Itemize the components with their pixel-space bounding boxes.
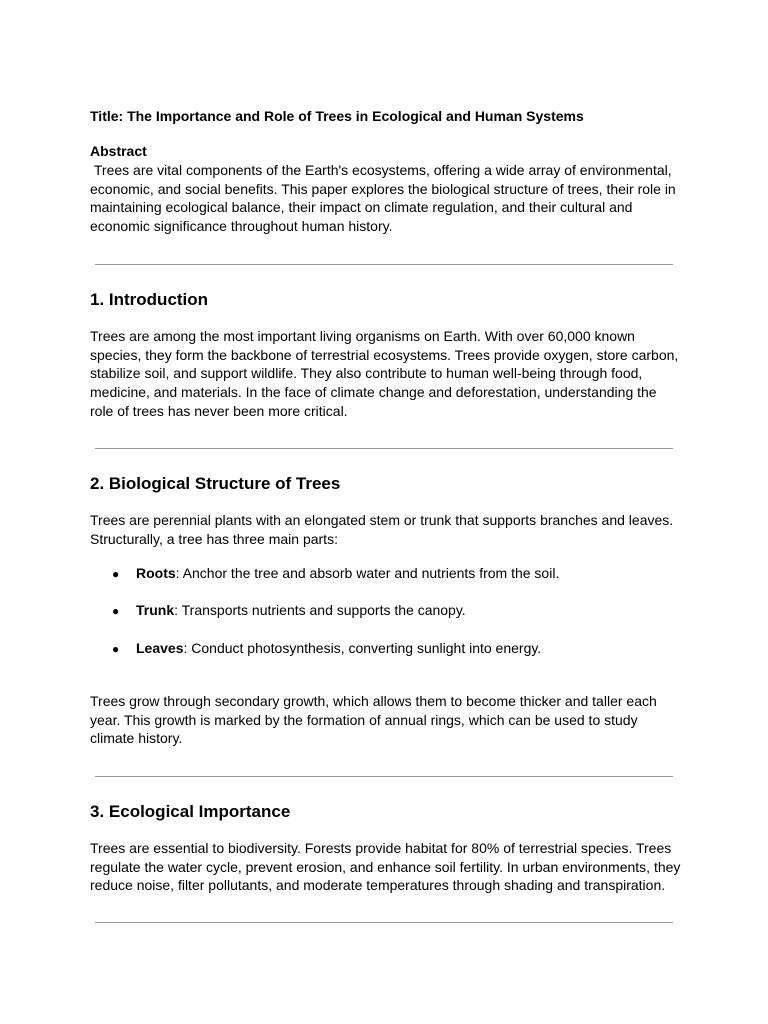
section-heading-biological-structure: 2. Biological Structure of Trees bbox=[90, 474, 341, 493]
section-divider bbox=[95, 264, 673, 265]
list-item-trunk bbox=[112, 601, 672, 620]
bullet-icon: ● bbox=[112, 567, 120, 581]
bullet-text: : Transports nutrients and supports the canopy. bbox=[174, 602, 466, 618]
section-divider bbox=[95, 776, 673, 777]
list-item-leaves bbox=[112, 639, 672, 658]
section-heading-ecological-importance: 3. Ecological Importance bbox=[90, 802, 291, 821]
list-item-roots bbox=[112, 564, 672, 583]
bullet-text: : Anchor the tree and absorb water and nutrients from the soil. bbox=[175, 565, 560, 581]
bullet-icon: ● bbox=[112, 642, 120, 656]
bullet-icon: ● bbox=[112, 604, 120, 618]
bullet-term: Leaves bbox=[136, 640, 184, 656]
ecological-importance-paragraph: Trees are essential to biodiversity. Forests provide habitat for 80% of terrestrial species. Trees regulate the water cycle, prevent erosion, and enhance soil fertility. In urban environments, they reduce noise, filter pollutants, and moderate temperatures through shading and transpiration. bbox=[90, 840, 681, 894]
biological-structure-outro: Trees grow through secondary growth, which allows them to become thicker and taller each year. This growth is marked by the formation of annual rings, which can be used to study climate history. bbox=[90, 693, 657, 747]
section-heading-introduction: 1. Introduction bbox=[90, 290, 209, 309]
section-divider bbox=[95, 922, 673, 923]
bullet-text: : Conduct photosynthesis, converting sunlight into energy. bbox=[183, 640, 542, 656]
bullet-term: Trunk bbox=[136, 602, 175, 618]
bullet-term: Roots bbox=[136, 565, 176, 581]
abstract-text: Trees are vital components of the Earth's ecosystems, offering a wide array of environmental, economic, and social benefits. This paper explores the biological structure of trees, their role in maintaining ecological balance, their impact on climate regulation, and their cultural and economic significance throughout human history. bbox=[90, 162, 680, 235]
introduction-paragraph: Trees are among the most important living organisms on Earth. With over 60,000 known species, they form the backbone of terrestrial ecosystems. Trees provide oxygen, store carbon, stabilize soil, and support wildlife. They also contribute to human well-being through food, medicine, and materials. In the face of climate change and deforestation, understanding the role of trees has never been more critical. bbox=[90, 328, 679, 419]
biological-structure-intro: Trees are perennial plants with an elongated stem or trunk that supports branches and leaves. Structurally, a tree has three main parts: bbox=[90, 512, 674, 547]
section-divider bbox=[95, 448, 673, 449]
document-title: Title: The Importance and Role of Trees in Ecological and Human Systems bbox=[90, 108, 584, 124]
abstract-heading: Abstract bbox=[90, 143, 147, 159]
